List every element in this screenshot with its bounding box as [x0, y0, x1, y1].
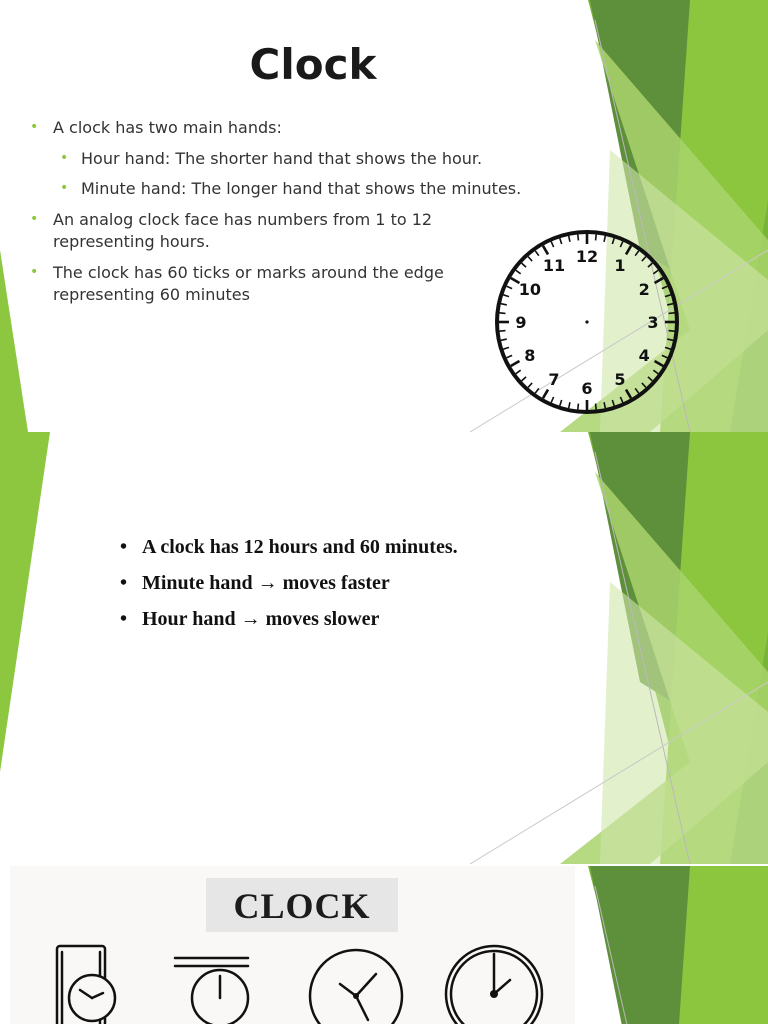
clock-tick — [499, 313, 505, 314]
bullet-dot: • — [30, 211, 39, 227]
clock-tick — [543, 246, 548, 255]
list-item: • A clock has 12 hours and 60 minutes. — [120, 536, 458, 572]
clock-tick — [511, 361, 520, 366]
clock-tick — [503, 295, 509, 297]
bullet-dot: • — [60, 180, 69, 196]
clock-tick — [612, 400, 614, 406]
clock-number: 7 — [548, 370, 560, 390]
clock-tick — [620, 397, 622, 402]
clock-tick — [551, 397, 553, 402]
list-item: • Minute hand → moves faster — [120, 572, 458, 608]
clock-tick — [516, 270, 521, 274]
clock-number: 9 — [515, 313, 527, 332]
clock-tick — [503, 347, 509, 349]
clock-number: 4 — [638, 346, 650, 365]
green-decoration — [0, 432, 768, 864]
bullet-text: Hour hand: The shorter hand that shows the hour. — [81, 149, 483, 168]
bullet-text: A clock has two main hands: — [53, 118, 282, 137]
clock-tick — [669, 331, 675, 332]
clock-number: 1 — [614, 255, 626, 275]
clock-tick — [662, 286, 667, 288]
clock-tick — [635, 251, 639, 256]
analog-clock-icon — [490, 226, 684, 420]
clock-tick — [578, 234, 579, 240]
clock-number: 12 — [575, 247, 599, 266]
clock-tick — [516, 370, 521, 374]
clock-number: 6 — [581, 379, 593, 398]
bullet-text: Minute hand: The longer hand that shows the minutes. — [81, 179, 522, 198]
clock-tick — [642, 383, 646, 387]
clock-tick — [648, 263, 652, 267]
clock-tick — [612, 238, 614, 244]
clock-tick — [528, 257, 532, 261]
clock-tick — [665, 295, 671, 297]
clock-tick — [569, 402, 570, 408]
clock-tick — [535, 388, 539, 393]
clock-tick — [507, 286, 512, 288]
bullet-text: The clock has 60 ticks or marks around the edge — [53, 263, 444, 282]
slide-2 — [0, 432, 768, 864]
clock-tick — [528, 383, 532, 387]
clock-tick — [669, 313, 675, 314]
clock-number: 8 — [524, 346, 536, 365]
clock-tick — [626, 390, 631, 399]
clock-tick — [522, 377, 526, 381]
clock-sketch-icon — [10, 936, 575, 1024]
clock-number: 11 — [542, 255, 566, 275]
clock-tick — [522, 263, 526, 267]
slide-1 — [0, 0, 768, 432]
bullet-dot: • — [60, 150, 69, 166]
slide-3 — [0, 866, 768, 1024]
bullet-text-continued: representing 60 minutes — [53, 285, 250, 304]
clock-tick — [578, 404, 579, 410]
clock-tick — [596, 404, 597, 410]
bullet-list — [120, 536, 458, 644]
clock-tick — [648, 377, 652, 381]
clock-tick — [596, 234, 597, 240]
bullet-dot: • — [30, 119, 39, 135]
clock-tick — [604, 236, 605, 242]
clock-number: 3 — [647, 313, 659, 332]
clock-tick — [667, 304, 673, 305]
clock-tick — [665, 347, 671, 349]
clock-tick — [535, 251, 539, 256]
clock-tick — [499, 331, 505, 332]
clock-tick — [620, 242, 622, 247]
clock-tick — [667, 339, 673, 340]
clock-tick — [655, 361, 664, 366]
clock-tick — [642, 257, 646, 261]
bullet-dot: • — [30, 264, 39, 280]
clock-tick — [560, 400, 562, 406]
clock-tick — [569, 236, 570, 242]
clock-tick — [543, 390, 548, 399]
clock-tick — [507, 355, 512, 357]
clock-illustration-panel — [10, 866, 575, 1024]
clock-tick — [653, 370, 658, 374]
bullet-text: An analog clock face has numbers from 1 to 12 — [53, 210, 433, 229]
clock-tick — [501, 304, 507, 305]
clock-tick — [551, 242, 553, 247]
clock-tick — [655, 278, 664, 283]
clock-tick — [501, 339, 507, 340]
clock-tick — [560, 238, 562, 244]
clock-number: 10 — [518, 280, 541, 299]
clock-number: 5 — [614, 370, 626, 390]
clock-tick — [635, 388, 639, 393]
panel-heading: CLOCK — [206, 878, 398, 932]
clock-tick — [604, 402, 605, 408]
list-item: • Hour hand → moves slower — [120, 608, 458, 644]
clock-tick — [662, 355, 667, 357]
bullet-text-continued: representing hours. — [53, 232, 210, 251]
clock-number: 2 — [638, 280, 650, 299]
slide-title: Clock — [249, 40, 377, 89]
clock-tick — [626, 246, 631, 255]
clock-tick — [653, 270, 658, 274]
